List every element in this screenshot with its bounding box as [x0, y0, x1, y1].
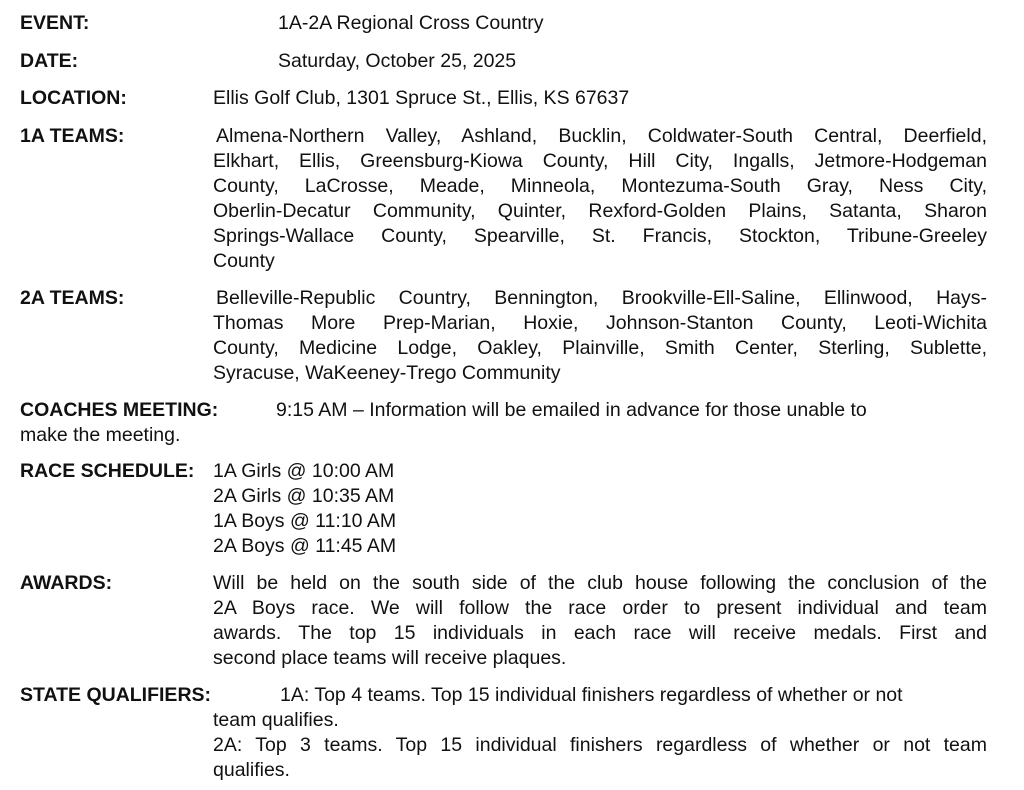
state-qualifiers-2a-line: 2A: Top 3 teams. Top 15 individual finishers regardless of whether or not team [213, 734, 987, 756]
teams-1a-label: 1A TEAMS: [20, 125, 125, 147]
teams-2a-line: County, Medicine Lodge, Oakley, Plainville, Smith Center, Sterling, Sublette, [213, 337, 987, 359]
awards-label: AWARDS: [20, 572, 113, 594]
awards-line: awards. The top 15 individuals in each race will receive medals. First and [213, 622, 987, 644]
coaches-meeting-value-cont: make the meeting. [20, 424, 181, 446]
teams-1a-line: Almena-Northern Valley, Ashland, Bucklin, Coldwater-South Central, Deerfield, [216, 125, 987, 147]
teams-2a-line: Belleville-Republic Country, Bennington, Brookville-Ell-Saline, Ellinwood, Hays- [216, 287, 987, 309]
teams-2a-line: Thomas More Prep-Marian, Hoxie, Johnson-Stanton County, Leoti-Wichita [213, 312, 987, 334]
awards-line: second place teams will receive plaques. [213, 647, 567, 669]
teams-1a-line: County, LaCrosse, Meade, Minneola, Montezuma-South Gray, Ness City, [213, 175, 987, 197]
race-schedule-item: 1A Girls @ 10:00 AM [213, 460, 395, 482]
teams-2a-line: Syracuse, WaKeeney-Trego Community [213, 362, 561, 384]
race-schedule-item: 2A Girls @ 10:35 AM [213, 485, 395, 507]
awards-line: 2A Boys race. We will follow the race order to present individual and team [213, 597, 987, 619]
race-schedule-item: 1A Boys @ 11:10 AM [213, 510, 397, 532]
location-label: LOCATION: [20, 87, 127, 109]
event-value: 1A-2A Regional Cross Country [278, 12, 544, 34]
date-value: Saturday, October 25, 2025 [278, 50, 517, 72]
state-qualifiers-1a: 1A: Top 4 teams. Top 15 individual finishers regardless of whether or not [280, 684, 903, 706]
race-schedule-item: 2A Boys @ 11:45 AM [213, 535, 397, 557]
state-qualifiers-2a [213, 733, 987, 758]
awards-text [213, 571, 987, 646]
coaches-meeting-value: 9:15 AM – Information will be emailed in advance for those unable to [276, 399, 867, 421]
teams-1a-line: Springs-Wallace County, Spearville, St. Francis, Stockton, Tribune-Greeley [213, 225, 987, 247]
coaches-meeting-label: COACHES MEETING: [20, 399, 219, 421]
teams-1a-line: County [213, 250, 275, 272]
state-qualifiers-1a-cont: team qualifies. [213, 709, 339, 731]
location-value: Ellis Golf Club, 1301 Spruce St., Ellis, KS 67637 [213, 87, 630, 109]
teams-1a-line: Elkhart, Ellis, Greensburg-Kiowa County, Hill City, Ingalls, Jetmore-Hodgeman [213, 150, 987, 172]
state-qualifiers-label: STATE QUALIFIERS: [20, 684, 212, 706]
event-label: EVENT: [20, 12, 90, 34]
date-label: DATE: [20, 50, 79, 72]
teams-2a-list-cont [213, 311, 987, 361]
state-qualifiers-2a-cont: qualifies. [213, 759, 290, 781]
teams-1a-list-cont [213, 149, 987, 249]
race-schedule-label: RACE SCHEDULE: [20, 460, 195, 482]
teams-1a-list [216, 124, 987, 149]
teams-1a-line: Oberlin-Decatur Community, Quinter, Rexford-Golden Plains, Satanta, Sharon [213, 200, 987, 222]
teams-2a-label: 2A TEAMS: [20, 287, 125, 309]
teams-2a-list [216, 286, 987, 311]
awards-line: Will be held on the south side of the club house following the conclusion of the [213, 572, 987, 594]
